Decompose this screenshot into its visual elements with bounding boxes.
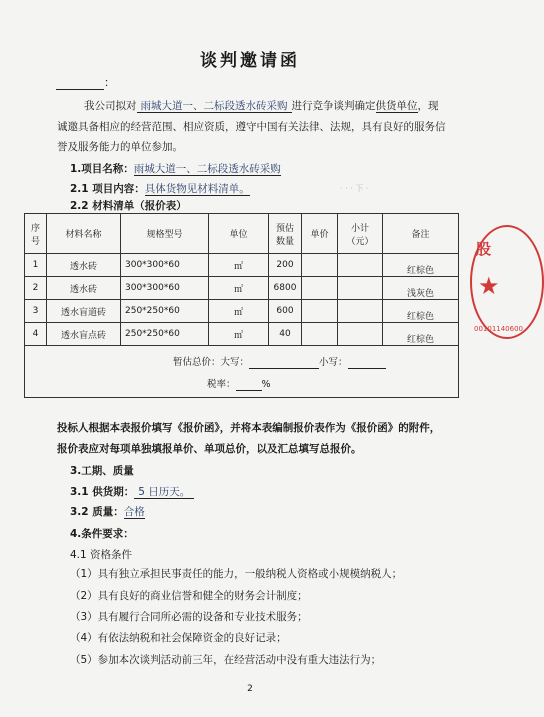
intro-line-2: 诚邀具备相应的经营范围、相应资质，遵守中国有关法律、法规，具有良好的服务信	[57, 121, 446, 133]
condition-item: （1）具有独立承担民事责任的能力，一般纳税人资格或小规模纳税人；	[70, 568, 403, 580]
cell-name: 透水砖	[47, 277, 121, 300]
th-spec: 规格型号	[121, 214, 209, 254]
cell-note: 红棕色	[383, 254, 459, 277]
condition-item: （3）具有履行合同所必需的设备和专业技术服务；	[70, 611, 308, 623]
condition-item: （2）具有良好的商业信誉和健全的财务会计制度；	[70, 590, 308, 602]
xiaoxie-label: 小写：	[319, 357, 348, 368]
cell-no: 2	[25, 277, 47, 300]
condition-item: （4）有依法纳税和社会保障资金的良好记录；	[70, 632, 287, 644]
intro-text-d: ，现	[417, 100, 439, 112]
section-3-1-label: 3.1 供货期：	[70, 486, 135, 498]
section-4-1: 4.1 资格条件	[70, 549, 133, 561]
section-1-value: 雨城大道一、二标段透水砖采购	[133, 163, 281, 175]
cell-qty: 200	[269, 254, 302, 277]
xiaoxie-blank[interactable]	[348, 357, 386, 369]
cell-unit: ㎡	[209, 323, 269, 346]
table-header-row	[25, 214, 459, 254]
cell-note: 红棕色	[383, 300, 459, 323]
section-3: 3.工期、质量	[70, 465, 134, 477]
cell-price[interactable]	[302, 277, 338, 300]
th-no: 序 号	[25, 214, 47, 254]
section-2-1-value: 具体货物见材料清单。	[144, 183, 250, 195]
total-cell	[25, 346, 459, 398]
condition-item: （5）参加本次谈判活动前三年，在经营活动中没有重大违法行为；	[70, 654, 382, 666]
seal-text: 股	[476, 240, 492, 258]
section-3-1-value: 5 日历天。	[134, 486, 194, 499]
cell-subtotal[interactable]	[338, 300, 383, 323]
cell-subtotal[interactable]	[338, 254, 383, 277]
quote-table	[24, 213, 459, 398]
table-total-row	[25, 346, 459, 398]
document-title: 谈判邀请函	[200, 51, 300, 71]
section-2-1	[70, 181, 250, 196]
cell-note: 红棕色	[383, 323, 459, 346]
daxie-blank[interactable]	[249, 357, 319, 369]
cell-no: 4	[25, 323, 47, 346]
table-row	[25, 254, 459, 277]
bid-note-line-1: 投标人根据本表报价填写《报价函》，并将本表编制报价表作为《报价函》的附件，	[57, 422, 441, 434]
cell-price[interactable]	[302, 300, 338, 323]
recipient-line	[56, 74, 115, 90]
seal-number: 00101140600	[474, 325, 523, 333]
section-1-label: 1.项目名称：	[70, 163, 134, 175]
cell-qty: 6800	[269, 277, 302, 300]
th-subtotal: 小计 （元）	[338, 214, 383, 254]
cell-unit: ㎡	[209, 300, 269, 323]
cell-price[interactable]	[302, 323, 338, 346]
cell-spec: 250*250*60	[121, 300, 209, 323]
cell-price[interactable]	[302, 254, 338, 277]
cell-subtotal[interactable]	[338, 323, 383, 346]
cell-name: 透水砖	[47, 254, 121, 277]
daxie-label: 大写：	[220, 357, 250, 368]
section-3-2	[70, 504, 145, 519]
th-note: 备注	[383, 214, 459, 254]
cell-unit: ㎡	[209, 277, 269, 300]
th-unit: 单位	[209, 214, 269, 254]
table-row	[25, 300, 459, 323]
cell-spec: 300*300*60	[121, 254, 209, 277]
cell-spec: 250*250*60	[121, 323, 209, 346]
cell-qty: 600	[269, 300, 302, 323]
intro-text-b: 进行竞争谈判确定	[291, 100, 376, 112]
th-price: 单价	[302, 214, 338, 254]
cell-name: 透水盲道砖	[47, 300, 121, 323]
section-3-1	[70, 484, 194, 499]
table-row	[25, 323, 459, 346]
section-2-1-label: 2.1 项目内容：	[70, 183, 145, 195]
total-line	[173, 354, 386, 369]
th-name: 材料名称	[47, 214, 121, 254]
cell-unit: ㎡	[209, 254, 269, 277]
table-row	[25, 277, 459, 300]
tax-unit: %	[261, 379, 271, 390]
tax-label: 税率：	[207, 379, 236, 390]
cell-no: 1	[25, 254, 47, 277]
seal-star-icon: ★	[478, 272, 500, 300]
section-3-2-label: 3.2 质量：	[70, 506, 124, 518]
tax-line	[207, 376, 271, 391]
total-label: 暂估总价：	[173, 357, 221, 368]
section-3-2-value: 合格	[123, 506, 145, 518]
intro-text-a: 我公司拟对	[84, 100, 137, 112]
cell-spec: 300*300*60	[121, 277, 209, 300]
cell-name: 透水盲点砖	[47, 323, 121, 346]
section-2-2: 2.2 材料清单（报价表）	[70, 200, 187, 212]
th-qty: 预估 数量	[269, 214, 302, 254]
tax-blank[interactable]	[236, 379, 262, 391]
recipient-colon: ：	[104, 76, 115, 89]
section-1	[70, 161, 281, 176]
section-4: 4.条件要求：	[70, 528, 134, 540]
bid-note-line-2: 报价表应对每项单独填报单价、单项总价，以及汇总填写总报价。	[57, 443, 362, 455]
intro-project-name: 雨城大道一、二标段透水砖采购	[137, 100, 292, 113]
cell-note: 浅灰色	[383, 277, 459, 300]
faint-bleed-text: · · · 下 ·	[340, 184, 369, 193]
intro-line-1	[84, 98, 439, 113]
intro-line-3: 誉及服务能力的单位参加。	[57, 141, 183, 153]
recipient-blank	[56, 76, 104, 90]
cell-qty: 40	[269, 323, 302, 346]
cell-subtotal[interactable]	[338, 277, 383, 300]
cell-no: 3	[25, 300, 47, 323]
intro-supply-unit: 供货单位	[375, 100, 418, 112]
page-number: 2	[247, 684, 253, 694]
